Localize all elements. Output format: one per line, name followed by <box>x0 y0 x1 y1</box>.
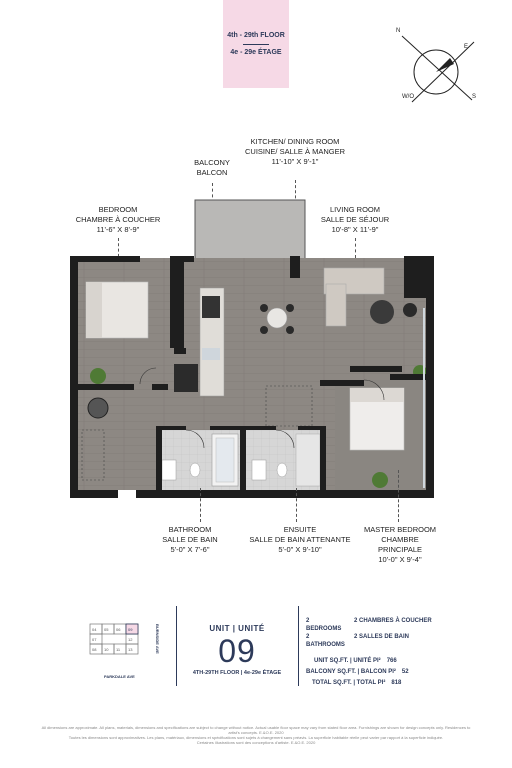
compass-s: S <box>472 94 477 100</box>
ensuite-leader <box>296 488 297 522</box>
unit-sqft-value: 766 <box>386 658 397 664</box>
coffee-table <box>370 300 394 324</box>
master-name-fr1: CHAMBRE <box>381 535 419 544</box>
bathroom-leader <box>200 488 201 522</box>
unit-sqft-label: UNIT SQ.FT. | UNITÉ PI² <box>314 658 381 664</box>
balcony-sqft-label: BALCONY SQ.FT. | BALCON PI² <box>306 669 396 675</box>
keyplan-unit-12: 12 <box>128 637 133 642</box>
unit-floors: 4TH-29TH FLOOR | 4e-29e ÉTAGE <box>192 670 282 676</box>
keyplan-street-right: BURNSIDE AVE <box>155 624 160 654</box>
living-dim: 10'-8" X 11'-9" <box>331 225 379 234</box>
bedroom-name-en: BEDROOM <box>98 205 138 214</box>
floor-badge-divider <box>243 44 269 45</box>
floor-plan <box>70 198 440 500</box>
keyplan-unit-07: 07 <box>92 637 97 642</box>
floor-badge-fr: 4e - 29e ÉTAGE <box>230 49 282 56</box>
living-name-fr: SALLE DE SÉJOUR <box>320 215 390 224</box>
keyplan-unit-05: 05 <box>104 627 109 632</box>
toilet-bath <box>190 463 200 477</box>
plant-2 <box>372 472 388 488</box>
total-sqft-label: TOTAL SQ.FT. | TOTAL PI² <box>312 680 386 686</box>
keyplan <box>82 620 168 686</box>
kitchen-name-fr: CUISINE/ SALLE À MANGER <box>244 147 346 156</box>
balcony-name-fr: BALCON <box>196 168 228 177</box>
kitchen-label <box>225 137 365 167</box>
washer <box>88 398 108 418</box>
unit-header: UNIT | UNITÉ <box>209 624 265 633</box>
balcony-sqft-value: 52 <box>401 669 409 675</box>
floor-badge <box>223 0 289 88</box>
toilet-ensuite <box>277 463 287 477</box>
total-sqft-value: 818 <box>391 680 402 686</box>
unit-details <box>306 617 456 687</box>
bathroom-name-en: BATHROOM <box>168 525 212 534</box>
bedrooms-fr: 2 CHAMBRES À COUCHER <box>354 618 432 624</box>
bedrooms-en: 2 BEDROOMS <box>306 618 342 632</box>
vanity-ensuite <box>252 460 266 480</box>
bedroom-name-fr: CHAMBRE À COUCHER <box>75 215 161 224</box>
vanity-bath <box>162 460 176 480</box>
bathroom-label <box>140 525 240 555</box>
keyplan-unit-09: 09 <box>128 627 133 632</box>
living-name-en: LIVING ROOM <box>329 205 380 214</box>
keyplan-unit-10: 10 <box>104 647 109 652</box>
ensuite-name-en: ENSUITE <box>283 525 317 534</box>
compass-icon <box>392 20 492 110</box>
cooktop <box>202 296 220 318</box>
disclaimer-line2: Toutes les dimensions sont approximatives. Les plans, matériaux, dimensions et spécifications sont sujets à changement sans préavis. La superficie habitable réelle peut varier par rapport à la superficie indiquée. <box>68 735 444 740</box>
balcony-slab <box>195 200 305 260</box>
keyplan-unit-08: 08 <box>92 647 97 652</box>
master-dim: 10'-0" X 9'-4" <box>378 555 422 564</box>
balcony-name-en: BALCONY <box>194 158 230 167</box>
compass-e: E <box>464 44 469 50</box>
bathroom-name-fr: SALLE DE BAIN <box>162 535 218 544</box>
master-name-en: MASTER BEDROOM <box>363 525 437 534</box>
keyplan-unit-11: 11 <box>116 647 121 652</box>
shower <box>296 434 320 486</box>
unit-number: 09 <box>218 633 256 669</box>
compass-w: W/O <box>402 94 414 100</box>
ensuite-name-fr: SALLE DE BAIN ATTENANTE <box>249 535 351 544</box>
bathrooms-en: 2 BATHROOMS <box>306 634 345 648</box>
ensuite-label <box>240 525 360 555</box>
tv-unit <box>350 366 402 372</box>
kitchen-dim: 11'-10" X 9'-1" <box>271 157 319 166</box>
keyplan-street-bottom: PARKDALE AVE <box>104 674 135 679</box>
keyplan-unit-04: 04 <box>92 627 97 632</box>
master-label <box>355 525 445 565</box>
ensuite-dim: 5'-0" X 9'-10" <box>278 545 322 554</box>
unit-block <box>178 624 296 676</box>
master-leader <box>398 470 399 522</box>
floor-badge-en: 4th - 29th FLOOR <box>227 32 285 39</box>
divider-right <box>298 606 299 686</box>
compass-n: N <box>396 28 401 34</box>
dining-table <box>267 308 287 328</box>
disclaimer-line1: All dimensions are approximate. All plans, materials, dimensions and specifications are subject to change without notice. Actual usable floor space may vary from stated floor area. Furnishings are shown for design concepts only. Residences to artist's concepts. E.&O.E. 2020 <box>41 725 471 735</box>
bathrooms-fr: 2 SALLES DE BAIN <box>354 634 410 640</box>
bedroom-dim: 11'-6" X 8'-9" <box>96 225 140 234</box>
disclaimer <box>38 725 474 745</box>
kitchen-name-en: KITCHEN/ DINING ROOM <box>250 137 340 146</box>
master-name-fr2: PRINCIPALE <box>377 545 423 554</box>
sink <box>202 348 220 360</box>
keyplan-unit-06: 06 <box>116 627 121 632</box>
keyplan-unit-13: 13 <box>128 647 133 652</box>
chair-living <box>403 303 417 317</box>
bathroom-dim: 5'-0" X 7'-6" <box>170 545 210 554</box>
divider-left <box>176 606 177 686</box>
plant-1 <box>90 368 106 384</box>
disclaimer-line3: Certaines illustrations sont des conceptions d'artiste. E.&O.E. 2020 <box>196 740 316 745</box>
fridge <box>174 364 198 392</box>
